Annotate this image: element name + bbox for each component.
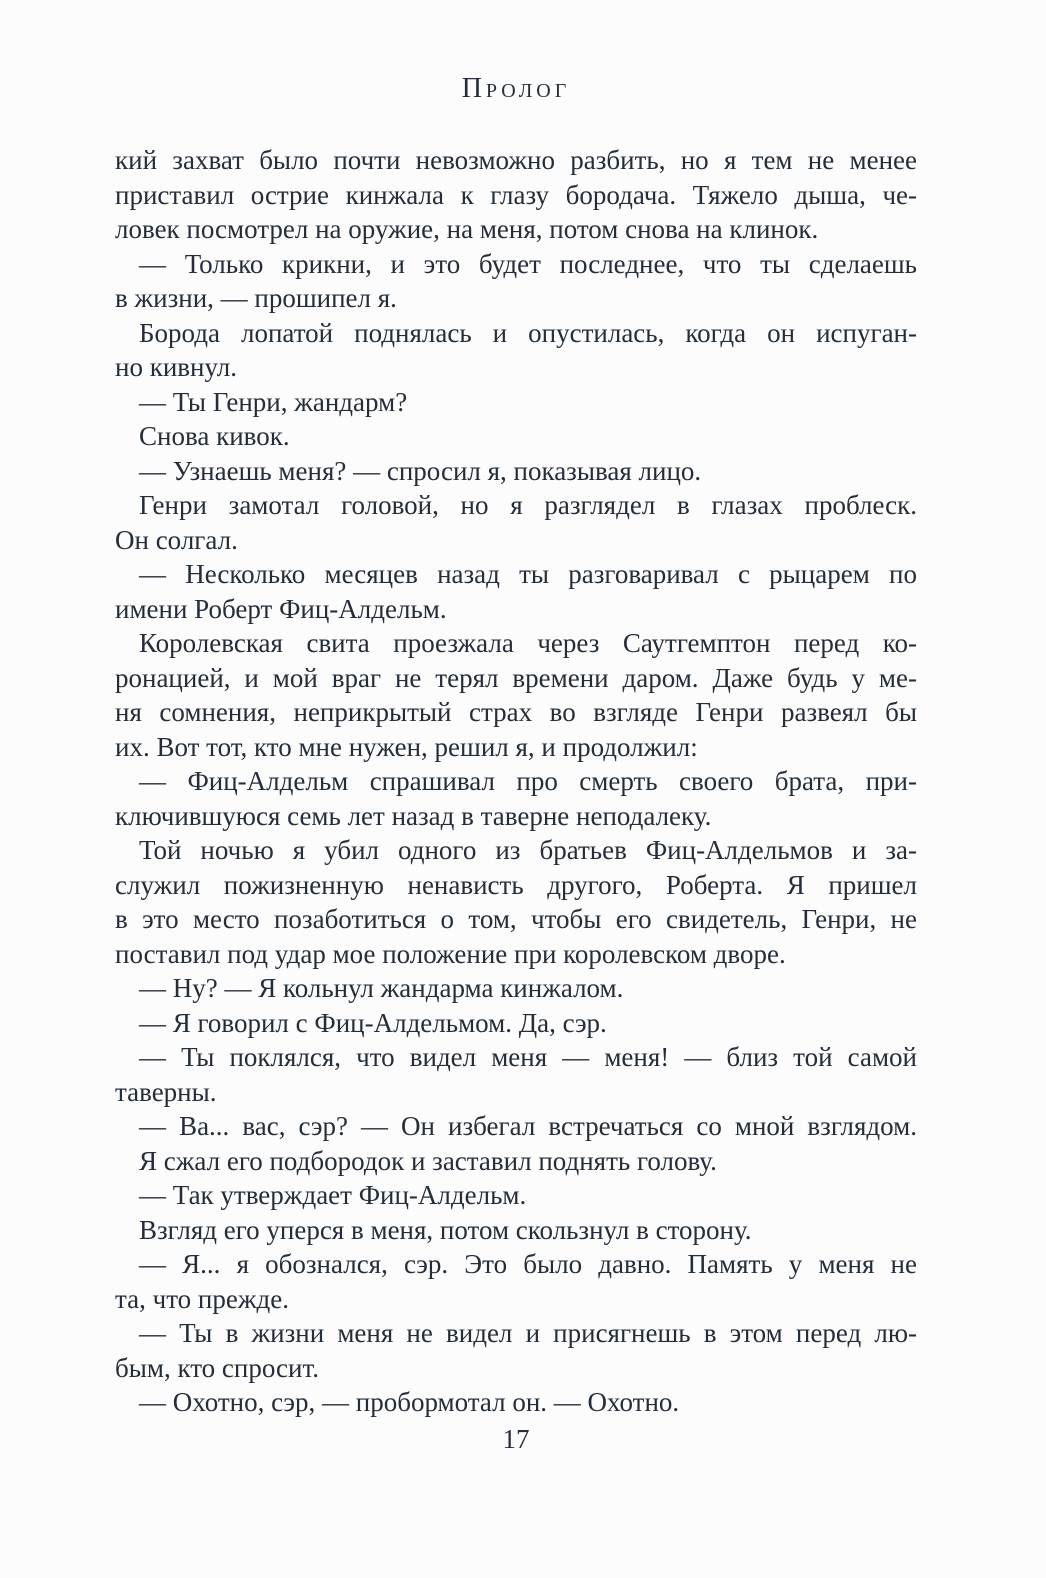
text-line: но кивнул.: [115, 352, 238, 382]
text-line: — Ты Генри, жандарм?: [139, 386, 408, 417]
text-line: — Несколько месяцев назад ты разговаривал с рыцарем по: [139, 559, 917, 589]
text-line: в это место позаботиться о том, чтобы его свидетель, Генри, не: [115, 904, 917, 934]
text-line: — Только крикни, и это будет последнее, что ты сделаешь: [139, 248, 917, 279]
text-line: ключившуюся семь лет назад в таверне неподалеку.: [115, 800, 712, 831]
body-text: [115, 143, 917, 1420]
text-line: в жизни, — прошипел я.: [115, 283, 397, 313]
text-line: их. Вот тот, кто мне нужен, решил я, и продолжил:: [115, 731, 698, 762]
text-line: Снова кивок.: [139, 421, 290, 451]
text-line: — Ва... вас, сэр? — Он избегал встречаться со мной взглядом.: [139, 1111, 917, 1141]
text-line: Королевская свита проезжала через Саутгемптон перед ко-: [139, 628, 917, 658]
text-line: — Ну? — Я кольнул жандарма кинжалом.: [139, 973, 624, 1003]
text-line: — Фиц-Алдельм спрашивал про смерть своего брата, при-: [139, 766, 917, 796]
text-line: та, что прежде.: [115, 1283, 289, 1314]
text-line: — Узнаешь меня? — спросил я, показывая лицо.: [139, 455, 702, 486]
text-line: — Я... я обознался, сэр. Это было давно. Память у меня не: [139, 1249, 917, 1279]
text-line: — Ты в жизни меня не видел и присягнешь в этом перед лю-: [139, 1318, 917, 1348]
chapter-heading: Пролог: [461, 73, 571, 104]
text-line: — Ты поклялся, что видел меня — меня! — близ той самой: [139, 1042, 917, 1072]
text-line: Взгляд его уперся в меня, потом скользнул в сторону.: [139, 1214, 752, 1245]
text-line: Борода лопатой поднялась и опустилась, когда он испуган-: [139, 317, 917, 348]
text-line: поставил под удар мое положение при королевском дворе.: [115, 938, 786, 969]
text-line: — Охотно, сэр, — пробормотал он. — Охотно.: [139, 1387, 680, 1417]
text-line: Той ночью я убил одного из братьев Фиц-Алдельмов и за-: [139, 835, 917, 865]
text-line: имени Роберт Фиц-Алдельм.: [115, 593, 447, 624]
text-line: служил пожизненную ненависть другого, Роберта. Я пришел: [115, 869, 917, 900]
text-line: — Так утверждает Фиц-Алдельм.: [139, 1180, 527, 1210]
text-line: кий захват было почти невозможно разбить, но я тем не менее: [115, 145, 917, 175]
text-line: приставил острие кинжала к глазу бородача. Тяжело дыша, че-: [115, 179, 917, 210]
text-line: Он солгал.: [115, 524, 238, 555]
text-line: Генри замотал головой, но я разглядел в глазах проблеск.: [139, 490, 917, 520]
text-line: ня сомнения, неприкрытый страх во взгляде Генри развеял бы: [115, 697, 917, 727]
text-line: бым, кто спросит.: [115, 1352, 319, 1383]
text-line: таверны.: [115, 1076, 217, 1107]
text-line: ронацией, и мой враг не терял времени даром. Даже будь у ме-: [115, 662, 917, 693]
text-line: — Я говорил с Фиц-Алдельмом. Да, сэр.: [139, 1007, 607, 1038]
text-line: Я сжал его подбородок и заставил поднять голову.: [139, 1145, 717, 1176]
page-number: 17: [502, 1424, 530, 1454]
text-line: ловек посмотрел на оружие, на меня, потом снова на клинок.: [115, 214, 819, 244]
